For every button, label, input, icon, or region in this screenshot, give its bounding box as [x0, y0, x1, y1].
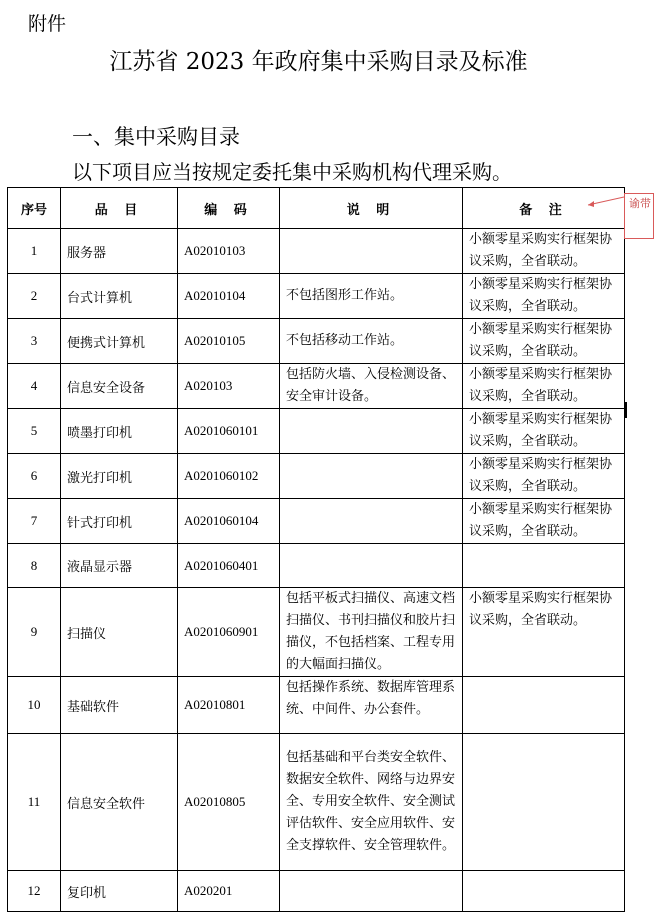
cell-item[interactable]: 激光打印机: [61, 454, 178, 499]
cell-code[interactable]: A0201060401: [178, 544, 280, 588]
cell-note[interactable]: 小额零星采购实行框架协议采购，全省联动。: [463, 229, 625, 274]
cell-code[interactable]: A020103: [178, 364, 280, 409]
cell-code[interactable]: A0201060102: [178, 454, 280, 499]
cell-seq[interactable]: 4: [8, 364, 61, 409]
cell-seq[interactable]: 5: [8, 409, 61, 454]
text-cursor: [625, 402, 627, 418]
cell-desc[interactable]: [280, 871, 463, 912]
section-heading: 一、集中采购目录: [72, 125, 240, 149]
cell-desc[interactable]: [280, 544, 463, 588]
table-row: [8, 734, 625, 871]
column-header-desc: 说 明: [280, 188, 463, 229]
table-row: [8, 677, 625, 734]
cell-desc[interactable]: 包括基础和平台类安全软件、数据安全软件、网络与边界安全、专用安全软件、安全测试评估软件、安全应用软件、安全支撑软件、安全管理软件。: [280, 734, 463, 871]
column-header-seq: 序号: [8, 188, 61, 229]
comment-connector: [588, 195, 624, 207]
table-row: [8, 409, 625, 454]
cell-desc[interactable]: [280, 409, 463, 454]
cell-note[interactable]: 小额零星采购实行框架协议采购，全省联动。: [463, 588, 625, 677]
cell-item[interactable]: 信息安全软件: [61, 734, 178, 871]
column-header-item: 品 目: [61, 188, 178, 229]
table-row: [8, 319, 625, 364]
cell-seq[interactable]: 7: [8, 499, 61, 544]
cell-code[interactable]: A02010105: [178, 319, 280, 364]
table-row: [8, 229, 625, 274]
cell-note[interactable]: [463, 734, 625, 871]
table-row: [8, 454, 625, 499]
attachment-label: 附件: [28, 13, 67, 35]
cell-code[interactable]: A0201060104: [178, 499, 280, 544]
cell-desc[interactable]: [280, 499, 463, 544]
cell-note[interactable]: [463, 871, 625, 912]
table-header-row: [8, 188, 625, 229]
cell-code[interactable]: A02010103: [178, 229, 280, 274]
cell-item[interactable]: 喷墨打印机: [61, 409, 178, 454]
cell-seq[interactable]: 2: [8, 274, 61, 319]
cell-note[interactable]: 小额零星采购实行框架协议采购，全省联动。: [463, 409, 625, 454]
cell-desc[interactable]: 包括防火墙、入侵检测设备、安全审计设备。: [280, 364, 463, 409]
cell-note[interactable]: 小额零星采购实行框架协议采购，全省联动。: [463, 499, 625, 544]
table-row: [8, 499, 625, 544]
cell-note[interactable]: 小额零星采购实行框架协议采购，全省联动。: [463, 454, 625, 499]
cell-seq[interactable]: 3: [8, 319, 61, 364]
table-row: [8, 364, 625, 409]
cell-seq[interactable]: 9: [8, 588, 61, 677]
cell-code[interactable]: A02010801: [178, 677, 280, 734]
cell-note[interactable]: 小额零星采购实行框架协议采购，全省联动。: [463, 319, 625, 364]
cell-note[interactable]: 小额零星采购实行框架协议采购，全省联动。: [463, 364, 625, 409]
cell-note[interactable]: 小额零星采购实行框架协议采购，全省联动。: [463, 274, 625, 319]
cell-seq[interactable]: 1: [8, 229, 61, 274]
cell-code[interactable]: A0201060101: [178, 409, 280, 454]
cell-note[interactable]: [463, 544, 625, 588]
column-header-note: 备 注: [463, 188, 625, 229]
cell-seq[interactable]: 6: [8, 454, 61, 499]
cell-code[interactable]: A02010104: [178, 274, 280, 319]
cell-code[interactable]: A0201060901: [178, 588, 280, 677]
cell-note[interactable]: [463, 677, 625, 734]
cell-seq[interactable]: 8: [8, 544, 61, 588]
cell-item[interactable]: 扫描仪: [61, 588, 178, 677]
cell-item[interactable]: 台式计算机: [61, 274, 178, 319]
cell-item[interactable]: 信息安全设备: [61, 364, 178, 409]
table-row: [8, 588, 625, 677]
table-row: [8, 274, 625, 319]
cell-item[interactable]: 基础软件: [61, 677, 178, 734]
intro-paragraph: 以下项目应当按规定委托集中采购机构代理采购。: [72, 160, 512, 184]
cell-item[interactable]: 服务器: [61, 229, 178, 274]
cell-desc[interactable]: 包括操作系统、数据库管理系统、中间件、办公套件。: [280, 677, 463, 734]
procurement-table: [7, 187, 625, 912]
cell-seq[interactable]: 10: [8, 677, 61, 734]
table-row: [8, 544, 625, 588]
document-title: 江苏省 2023 年政府集中采购目录及标准: [109, 49, 528, 75]
cell-code[interactable]: A020201: [178, 871, 280, 912]
cell-item[interactable]: 复印机: [61, 871, 178, 912]
cell-seq[interactable]: 12: [8, 871, 61, 912]
cell-item[interactable]: 针式打印机: [61, 499, 178, 544]
cell-desc[interactable]: [280, 454, 463, 499]
cell-item[interactable]: 便携式计算机: [61, 319, 178, 364]
cell-seq[interactable]: 11: [8, 734, 61, 871]
cell-desc[interactable]: [280, 229, 463, 274]
table-row: [8, 871, 625, 912]
cell-item[interactable]: 液晶显示器: [61, 544, 178, 588]
cell-desc[interactable]: 不包括图形工作站。: [280, 274, 463, 319]
column-header-code: 编 码: [178, 188, 280, 229]
cell-code[interactable]: A02010805: [178, 734, 280, 871]
cell-desc[interactable]: 不包括移动工作站。: [280, 319, 463, 364]
cell-desc[interactable]: 包括平板式扫描仪、高速文档扫描仪、书刊扫描仪和胶片扫描仪，不包括档案、工程专用的大幅面扫描仪。: [280, 588, 463, 677]
review-comment-balloon[interactable]: 谕带: [624, 193, 654, 239]
